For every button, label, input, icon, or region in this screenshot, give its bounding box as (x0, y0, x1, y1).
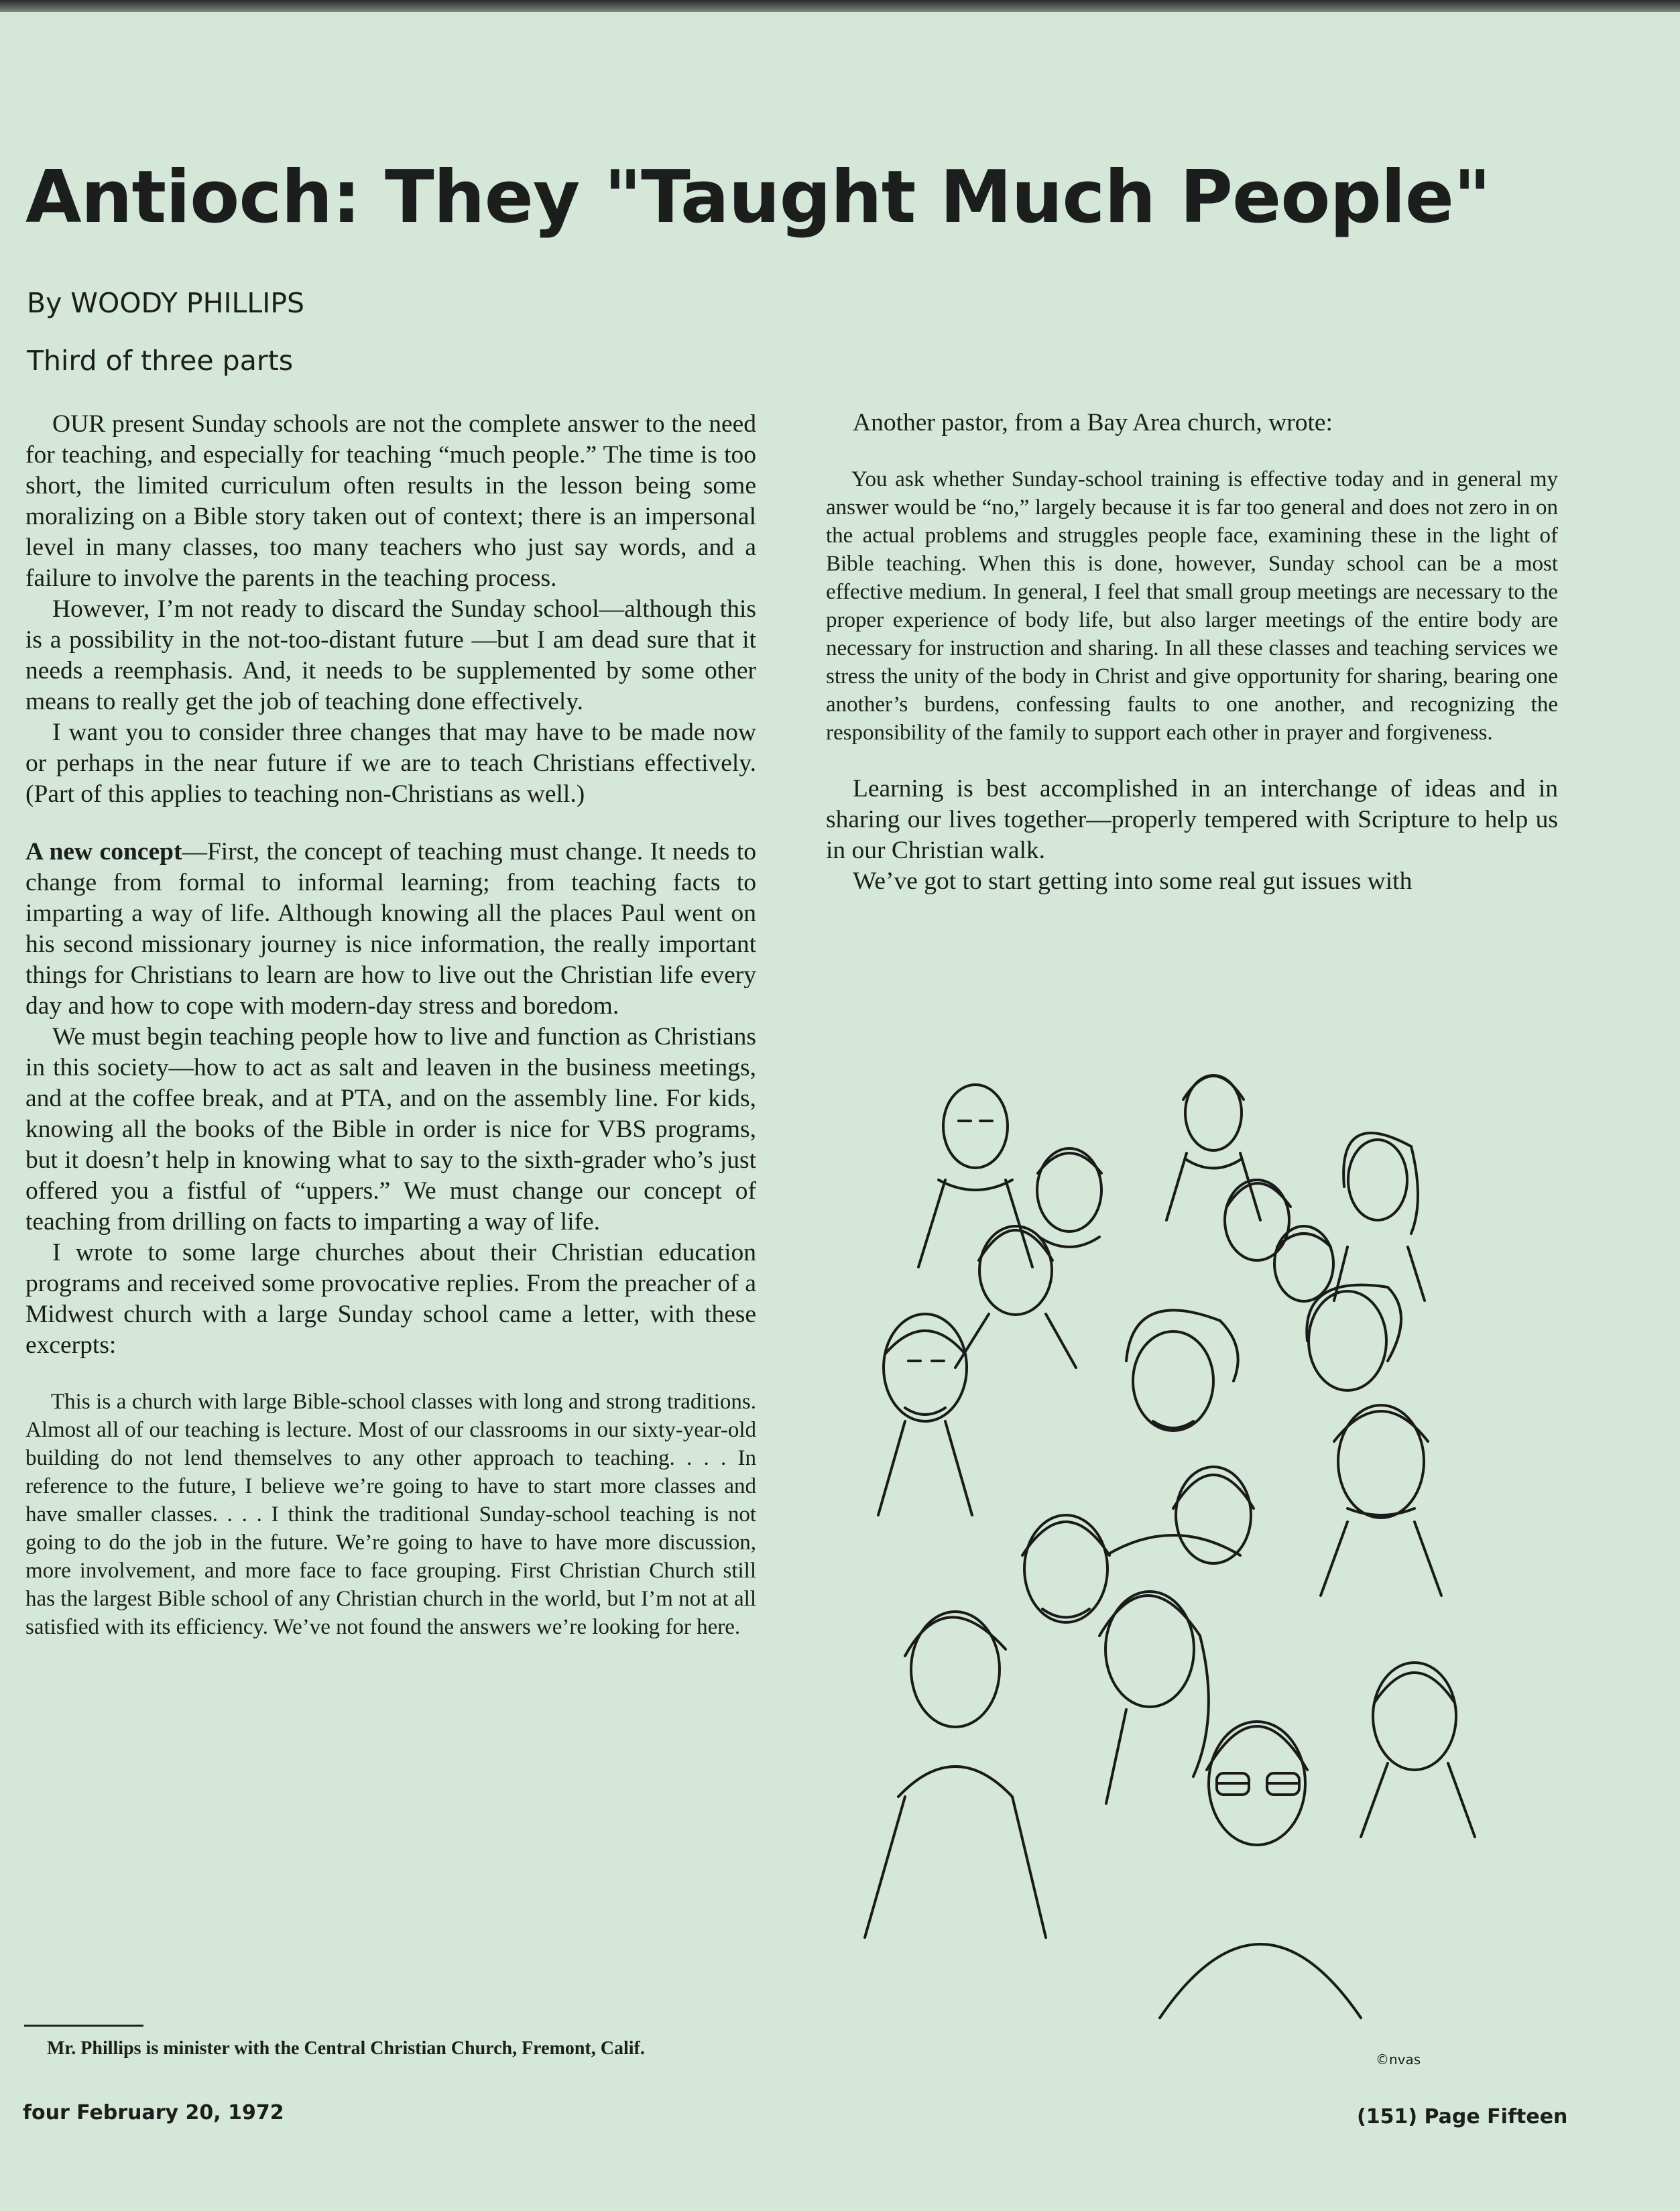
author-footnote: Mr. Phillips is minister with the Central Christian Church, Fremont, Calif. (47, 2038, 645, 2059)
article-title: Antioch: They "Taught Much People" (25, 156, 1491, 239)
byline: By WOODY PHILLIPS (27, 287, 305, 319)
paragraph: I want you to consider three changes that may have to be made now or perhaps in the near future if we are to teach Christians effectively. (Part of this applies to teaching non-Christians as well.) (25, 719, 756, 808)
face-drawing (1225, 1180, 1291, 1260)
paragraph: Another pastor, from a Bay Area church, wrote: (853, 409, 1333, 436)
paragraph: Learning is best accomplished in an interchange of ideas and in sharing our lives together—properly tempered with Scripture to help us in our Christian walk. (826, 775, 1558, 864)
face-drawing (878, 1314, 972, 1515)
face-drawing (865, 1612, 1046, 1937)
face-drawing (1173, 1467, 1254, 1563)
paragraph: OUR present Sunday schools are not the complete answer to the need for teaching, and especially for teaching “much people.” The time is too short, the limited curriculum often results in the lesson being some moralizing on a Bible story taken out of context; there is an impersonal level in many classes, too many teachers who just say words, and a failure to involve the parents in the teaching process. (25, 410, 756, 592)
face-drawing (1099, 1592, 1209, 1803)
face-drawing (1160, 1722, 1361, 2018)
block-quote: You ask whether Sunday-school training is effective today and in general my answer would be “no,” largely because it is far too general and does not zero in on the actual problems and struggles people face, examining these in the light of Bible teaching. When this is done, however, Sunday school can be a most effective medium. In general, I feel that small group meetings are necessary to the proper experience of body life, but also larger meetings of the entire body are necessary for instruction and sharing. In all these classes and teaching services we stress the unity of the body in Christ and give opportunity for sharing, bearing one another’s burdens, confessing faults to one another, and recognizing the responsibility of the family to support each other in prayer and forgiveness. (826, 467, 1558, 745)
series-part: Third of three parts (27, 345, 294, 377)
left-column (25, 409, 756, 1641)
face-drawing (1037, 1148, 1101, 1247)
face-drawing (955, 1226, 1076, 1368)
scan-top-edge (0, 0, 1680, 12)
section-text: —First, the concept of teaching must change. It needs to change from formal to informal learning; from teaching facts to imparting a way of life. Although knowing all the places Paul went on his second missionary journey is nice information, the really important things for Christians to learn are how to live out the Christian life every day and how to cope with modern-day stress and boredom. (25, 838, 756, 1020)
face-drawing (1361, 1663, 1475, 1837)
block-quote: This is a church with large Bible-school classes with long and strong traditions. Almost all of our teaching is lecture. Most of our classrooms in our sixty-year-old building do not lend themselves to any other approach to teaching. . . . In reference to the future, I believe we’re going to have to start more classes and have smaller classes. . . . I think the traditional Sunday-school teaching is not going to do the job in the future. We’re going to have to have more discussion, more involvement, and more face to face grouping. First Christian Church still has the largest Bible school of any Christian church in the world, but I’m not at all satisfied with its efficiency. We’ve not found the answers we’re looking for here. (25, 1390, 756, 1639)
face-drawing (1166, 1075, 1260, 1220)
letter-excerpt-midwest (25, 1388, 756, 1641)
page-number: (151) Page Fifteen (1357, 2105, 1568, 2129)
section-paragraph (25, 837, 756, 1022)
face-drawing (918, 1085, 1032, 1267)
face-drawing (1334, 1133, 1425, 1301)
footnote-rule (24, 2025, 143, 2027)
section-run-in-head: A new concept (25, 838, 182, 865)
group-portrait-illustration (838, 1046, 1508, 2078)
paragraph: We’ve got to start getting into some real gut issues with (853, 868, 1413, 895)
issue-date: four February 20, 1972 (23, 2101, 284, 2125)
paragraph: We must begin teaching people how to live and function as Christians in this society—how to act as salt and leaven in the business meetings, and at the coffee break, and at PTA, and on the assembly line. For kids, knowing all the books of the Bible in order is nice for VBS programs, but it doesn’t help in knowing what to say to the sixth-grader who’s just offered you a fistful of “uppers.” We must change our concept of teaching from drilling on facts to imparting a way of life. (25, 1023, 756, 1236)
artist-signature: ©nvas (1376, 2051, 1421, 2068)
paragraph: However, I’m not ready to discard the Sunday school—although this is a possibility in the not-too-distant future —but I am dead sure that it needs a reemphasis. And, it needs to be supplemented by some other means to really get the job of teaching done effectively. (25, 595, 756, 715)
letter-excerpt-bay-area (826, 465, 1558, 747)
face-drawing (1307, 1285, 1401, 1390)
right-column (826, 408, 1558, 897)
paragraph: I wrote to some large churches about their Christian education programs and received some provocative replies. From the preacher of a Midwest church with a large Sunday school came a letter, with these excerpts: (25, 1239, 756, 1359)
face-drawing (1106, 1310, 1240, 1555)
face-drawing (1022, 1515, 1109, 1622)
face-drawing (1274, 1226, 1333, 1301)
face-drawing (1321, 1405, 1441, 1596)
